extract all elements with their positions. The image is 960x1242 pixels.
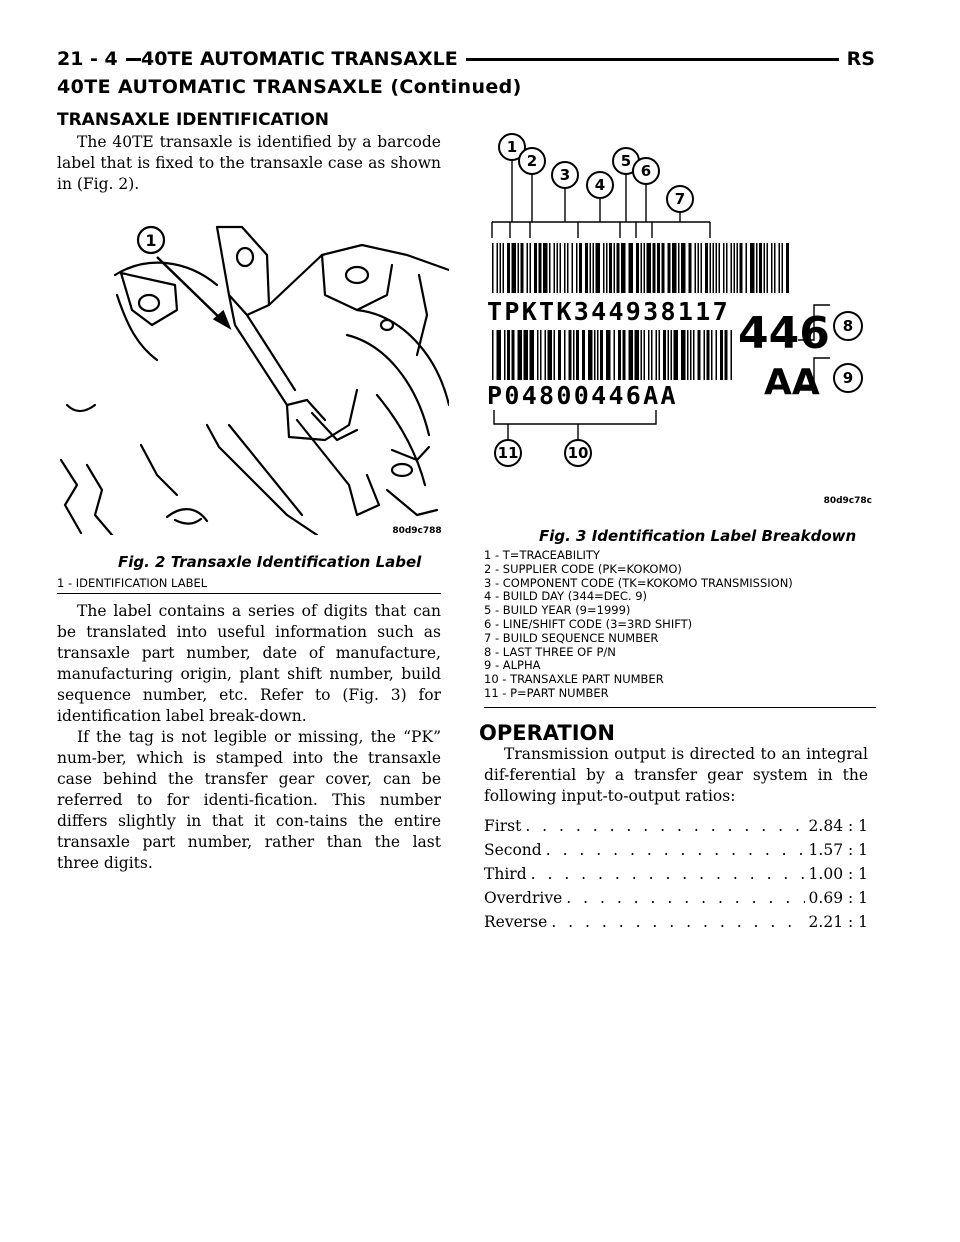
barcode-bar xyxy=(512,243,517,293)
fig3-legend-item: 7 - BUILD SEQUENCE NUMBER xyxy=(484,630,659,645)
barcode-bar xyxy=(594,330,596,380)
fig2-caption: Fig. 2 Transaxle Identification Label xyxy=(118,553,422,571)
barcode-bar xyxy=(704,330,706,380)
barcode-bar xyxy=(621,243,626,293)
barcode-bar xyxy=(549,243,551,293)
barcode-bar xyxy=(537,330,539,380)
barcode-bar xyxy=(662,243,665,293)
barcode-bar xyxy=(593,243,595,293)
barcode-bar xyxy=(579,243,582,293)
barcode-bar xyxy=(731,330,733,380)
barcode-bar xyxy=(725,330,728,380)
barcode-bar xyxy=(651,330,653,380)
barcode-bar xyxy=(521,243,524,293)
barcode-bar xyxy=(705,243,708,293)
barcode-bar xyxy=(576,243,578,293)
barcode-bar xyxy=(723,243,725,293)
barcode-bar xyxy=(614,243,616,293)
barcode-bar xyxy=(597,330,599,380)
barcode-bar xyxy=(782,243,784,293)
fig2-image-code: 80d9c788 xyxy=(392,526,442,535)
operation-heading: OPERATION xyxy=(479,721,615,745)
barcode-bar xyxy=(527,243,529,293)
barcode-bar xyxy=(636,243,639,293)
barcode-bar xyxy=(681,243,686,293)
fig3-legend-item: 4 - BUILD DAY (344=DEC. 9) xyxy=(484,589,648,604)
operation-intro: Transmission output is directed to an integral dif-ferential by a transfer gear system in the following input-to-output ratios: xyxy=(484,745,868,805)
callout-4: 4 xyxy=(594,176,606,194)
barcode-bar xyxy=(564,330,566,380)
barcode-bar xyxy=(518,330,523,380)
barcode-bar xyxy=(774,243,776,293)
barcode-bar xyxy=(557,243,559,293)
barcode-bar xyxy=(512,330,515,380)
barcode-bar xyxy=(653,243,656,293)
barcode-bar xyxy=(539,243,542,293)
fig3-legend-item: 1 - T=TRACEABILITY xyxy=(484,548,600,562)
page-number: 21 - 4 xyxy=(57,48,126,70)
barcode-bar xyxy=(585,243,588,293)
barcode-bar xyxy=(573,330,575,380)
barcode-bar xyxy=(614,330,616,380)
barcode-bar xyxy=(618,330,621,380)
dot-leader xyxy=(546,841,805,859)
section-title: 40TE AUTOMATIC TRANSAXLE xyxy=(141,48,466,70)
fig3-legend-item: 8 - LAST THREE OF P/N xyxy=(484,644,616,659)
fig2-rule xyxy=(57,593,441,594)
barcode-bar xyxy=(671,330,673,380)
callout-1: 1 xyxy=(506,138,518,156)
barcode-bar xyxy=(641,243,643,293)
fig2-transaxle-drawing xyxy=(57,215,449,535)
barcode-bar xyxy=(698,243,700,293)
barcode-bar xyxy=(600,330,603,380)
gear-name: Third xyxy=(484,865,527,883)
barcode-bar xyxy=(720,330,723,380)
callout-10: 10 xyxy=(567,444,589,462)
gear-ratio: 2.21 : 1 xyxy=(808,913,868,931)
fig3-legend-item: 11 - P=PART NUMBER xyxy=(484,685,609,700)
barcode-bar xyxy=(497,330,502,380)
barcode-bar xyxy=(690,330,692,380)
barcode-bar xyxy=(644,330,646,380)
barcode-bar xyxy=(606,330,611,380)
barcode-bar xyxy=(507,243,510,293)
callout-11: 11 xyxy=(497,444,519,462)
fig3-legend-item: 10 - TRANSAXLE PART NUMBER xyxy=(484,672,664,687)
barcode-bar xyxy=(647,243,652,293)
gear-name: Overdrive xyxy=(484,889,563,907)
callout-9: 9 xyxy=(842,369,854,387)
gear-ratio: 0.69 : 1 xyxy=(808,889,868,907)
barcode-bar xyxy=(719,243,721,293)
barcode-bar xyxy=(524,330,529,380)
barcode-lower xyxy=(492,330,732,380)
fig3-legend xyxy=(484,549,793,701)
gear-name: Reverse xyxy=(484,913,548,931)
barcode-bar xyxy=(786,243,789,293)
barcode-bar xyxy=(530,243,532,293)
barcode-bar xyxy=(596,243,601,293)
continued-title: 40TE AUTOMATIC TRANSAXLE (Continued) xyxy=(57,76,522,98)
barcode-bar xyxy=(545,330,547,380)
barcode-bar xyxy=(707,330,710,380)
identification-para3: If the tag is not legible or missing, the “PK” num-ber, which is stamped into the transaxle case behind the transfer gear cover, can be referred to for identi-fication. This number differs slightly in that it con-tains the entire transaxle part number, rather than the last three digits. xyxy=(57,728,441,872)
fig2-legend xyxy=(57,577,207,591)
barcode-bar xyxy=(590,243,592,293)
gear-ratio: 1.57 : 1 xyxy=(808,841,868,859)
dot-leader xyxy=(566,889,804,907)
barcode-bar xyxy=(623,330,626,380)
barcode-bar xyxy=(779,243,781,293)
barcode-bar xyxy=(687,330,689,380)
barcode-bar xyxy=(710,243,712,293)
fig3-legend-item: 3 - COMPONENT CODE (TK=KOKOMO TRANSMISSION) xyxy=(484,575,793,590)
barcode-bar xyxy=(740,243,743,293)
barcode-bar xyxy=(504,330,506,380)
barcode-bar xyxy=(716,243,718,293)
alpha-code: AA xyxy=(764,362,820,403)
callout-5: 5 xyxy=(620,152,632,170)
barcode-bar xyxy=(678,243,680,293)
callout-3: 3 xyxy=(559,166,571,184)
barcode-bar xyxy=(734,243,736,293)
barcode-bar xyxy=(659,330,661,380)
barcode-bar xyxy=(569,330,572,380)
barcode-bar xyxy=(603,243,605,293)
barcode-bar xyxy=(759,243,762,293)
barcode-text-2: P04800446AA xyxy=(487,381,678,410)
barcode-bar xyxy=(500,243,502,293)
barcode-bar xyxy=(554,330,556,380)
barcode-bar xyxy=(564,243,566,293)
gear-name: First xyxy=(484,817,522,835)
identification-intro: The 40TE transaxle is identified by a barcode label that is fixed to the transaxle case as shown in (Fig. 2). xyxy=(57,133,441,193)
barcode-bar xyxy=(641,330,643,380)
callout-7: 7 xyxy=(674,190,686,208)
barcode-bar xyxy=(663,330,666,380)
barcode-bar xyxy=(530,330,535,380)
barcode-bar xyxy=(629,330,634,380)
model-code: RS xyxy=(839,48,875,70)
barcode-bar xyxy=(558,330,561,380)
identification-para2: The label contains a series of digits that can be translated into useful information such as transaxle part number, date of manufacture, manufacturing origin, plant shift number, build sequence number, etc. Refer to (Fig. 3) for identification label break-down. xyxy=(57,602,441,725)
gear-ratio-row xyxy=(484,889,868,913)
barcode-bar xyxy=(582,330,585,380)
gear-ratio-row xyxy=(484,841,868,865)
fig2-legend-item: 1 - IDENTIFICATION LABEL xyxy=(57,576,208,590)
barcode-bar xyxy=(492,330,494,380)
gear-ratio: 2.84 : 1 xyxy=(808,817,868,835)
barcode-bar xyxy=(567,243,569,293)
barcode-bar xyxy=(689,243,692,293)
barcode-bar xyxy=(771,243,773,293)
fig3-legend-item: 6 - LINE/SHIFT CODE (3=3RD SHIFT) xyxy=(484,616,693,631)
barcode-bar xyxy=(554,243,556,293)
barcode-bar xyxy=(750,243,755,293)
callout-2: 2 xyxy=(526,152,538,170)
dot-leader xyxy=(525,817,804,835)
barcode-bar xyxy=(534,243,537,293)
barcode-text-1: TPKTK344938117 xyxy=(487,297,730,326)
gear-ratio-row xyxy=(484,865,868,889)
fig3-image-code: 80d9c78c xyxy=(823,496,872,506)
barcode-bar xyxy=(629,243,634,293)
callout-8: 8 xyxy=(842,317,854,335)
gear-ratio-list xyxy=(484,817,868,937)
barcode-bar xyxy=(576,330,579,380)
barcode-bar xyxy=(737,243,739,293)
barcode-bar xyxy=(672,243,677,293)
barcode-bar xyxy=(668,330,670,380)
barcode-bar xyxy=(716,330,718,380)
callout-6: 6 xyxy=(640,162,652,180)
barcode-bar xyxy=(674,330,679,380)
gear-ratio-row xyxy=(484,913,868,937)
barcode-bar xyxy=(609,243,612,293)
barcode-bar xyxy=(698,330,701,380)
fig3-label-diagram xyxy=(484,110,876,510)
barcode-bar xyxy=(746,243,748,293)
gear-ratio: 1.00 : 1 xyxy=(808,865,868,883)
barcode-bar xyxy=(588,330,593,380)
barcode-bar xyxy=(713,243,715,293)
barcode-bar xyxy=(503,243,505,293)
barcode-upper xyxy=(492,243,789,293)
barcode-bar xyxy=(711,330,713,380)
dot-leader xyxy=(551,913,804,931)
barcode-bar xyxy=(617,243,620,293)
barcode-bar xyxy=(497,243,499,293)
barcode-bar xyxy=(518,243,520,293)
last-three-digits: 446 xyxy=(738,308,830,359)
barcode-bar xyxy=(756,243,758,293)
barcode-bar xyxy=(644,243,646,293)
barcode-bar xyxy=(540,330,542,380)
dot-leader xyxy=(531,865,805,883)
fig3-caption: Fig. 3 Identification Label Breakdown xyxy=(539,527,857,545)
barcode-bar xyxy=(701,243,703,293)
barcode-bar xyxy=(731,243,733,293)
fig3-legend-item: 9 - ALPHA xyxy=(484,658,541,673)
barcode-bar xyxy=(548,330,553,380)
gear-ratio-row xyxy=(484,817,868,841)
fig3-legend-item: 5 - BUILD YEAR (9=1999) xyxy=(484,603,631,618)
barcode-bar xyxy=(693,330,695,380)
barcode-bar xyxy=(492,243,494,293)
barcode-bar xyxy=(606,243,608,293)
barcode-bar xyxy=(635,330,640,380)
fig3-rule xyxy=(484,707,876,708)
barcode-bar xyxy=(648,330,650,380)
barcode-bar xyxy=(767,243,769,293)
barcode-bar xyxy=(681,330,686,380)
barcode-bar xyxy=(764,243,766,293)
barcode-bar xyxy=(572,243,574,293)
fig3-legend-item: 2 - SUPPLIER CODE (PK=KOKOMO) xyxy=(484,561,682,576)
barcode-bar xyxy=(657,243,660,293)
gear-name: Second xyxy=(484,841,542,859)
barcode-bar xyxy=(656,330,658,380)
barcode-bar xyxy=(560,243,562,293)
barcode-bar xyxy=(668,243,671,293)
barcode-bar xyxy=(507,330,510,380)
fig2-callout-1: 1 xyxy=(145,231,157,250)
page-header xyxy=(57,44,875,76)
barcode-bar xyxy=(726,243,728,293)
identification-heading: TRANSAXLE IDENTIFICATION xyxy=(57,110,329,130)
barcode-bar xyxy=(543,243,548,293)
barcode-bar xyxy=(695,243,697,293)
